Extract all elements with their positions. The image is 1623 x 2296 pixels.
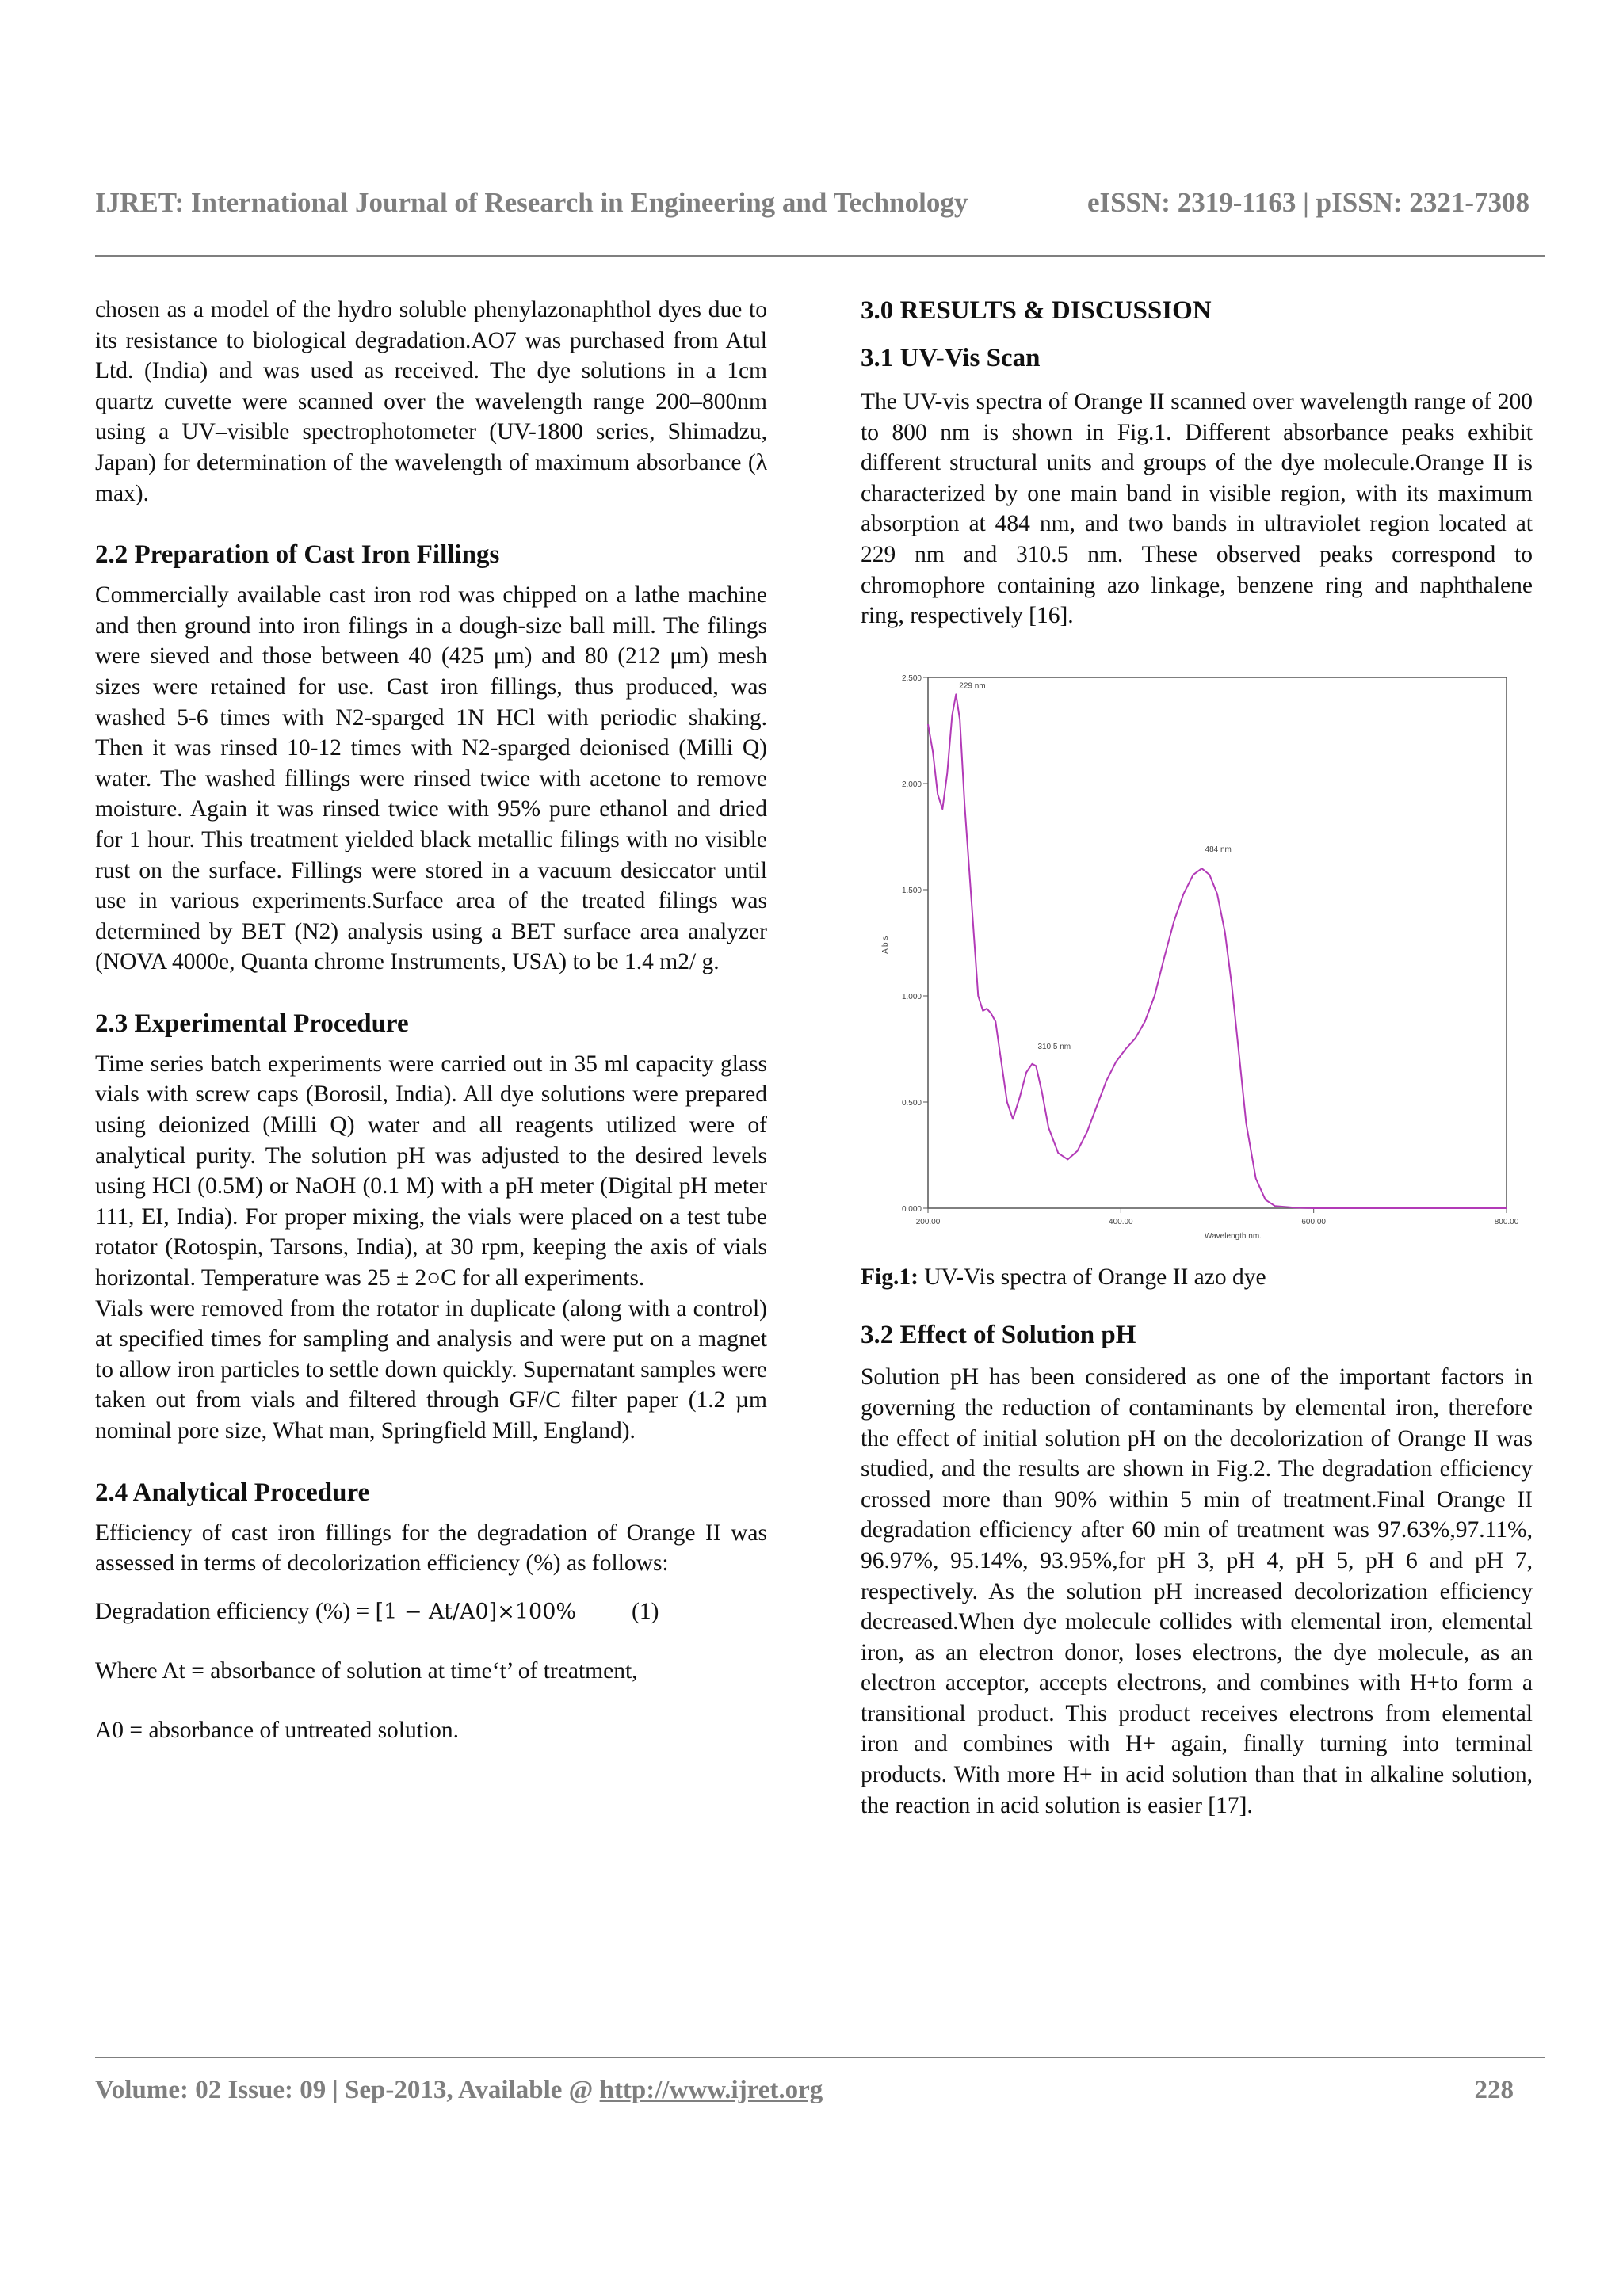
issn-info: eISSN: 2319-1163 | pISSN: 2321-7308: [1086, 187, 1529, 218]
volume-info: [95, 2076, 823, 2105]
section-2-3-paragraph-1: Time series batch experiments were carried out in 35 ml capacity glass vials with screw caps (Borosil, India). All dye solutions were prepared using deionized (Milli Q) water and all reagents utilized were of analytical purity. The solution pH was adjusted to the desired levels using HCl (0.5M) or NaOH (0.1 M) with a pH meter (Digital pH meter 111, EI, India). For proper mixing, the vials were placed on a test tube rotator (Rotospin, Tarsons, India), at 30 rpm, keeping the axis of vials horizontal. Temperature was 25 ± 2○C for all experiments.: [95, 1051, 767, 1291]
y-tick-label: 2.000: [901, 780, 922, 789]
y-tick-label: 1.000: [901, 992, 922, 1001]
y-tick-label: 0.000: [901, 1204, 922, 1214]
footer-divider: [95, 2057, 1545, 2058]
section-2-2-paragraph: Commercially available cast iron rod was chipped on a lathe machine and then ground into iron filings in a dough-size ball mill. The filings were sieved and those between 40 (425 μm) and 80 (212 μm) mesh sizes were retained for use. Cast iron fillings, thus produced, was washed 5-6 times with N2-sparged 1N HCl with periodic shaking. Then it was rinsed 10-12 times with N2-sparged deionised (Milli Q) water. The washed fillings were rinsed twice with acetone to remove moisture. Again it was rinsed twice with 95% pure ethanol and dried for 1 hour. This treatment yielded black metallic filings with no visible rust on the surface. Fillings were stored in a vacuum desiccator until use in various experiments.Surface area of the treated filings was determined by BET (N2) analysis using a BET surface area analyzer (NOVA 4000e, Quanta chrome Instruments, USA) to be 1.4 m2/ g.: [95, 582, 767, 975]
uv-vis-figure: [861, 660, 1533, 1262]
section-3-1-paragraph: The UV-vis spectra of Orange II scanned over wavelength range of 200 to 800 nm is shown in Fig.1. Different absorbance peaks exhibit different structural units and groups of the dye molecule.Orange II is characterized by one main band in visible region, with its maximum absorption at 484 nm, and two bands in ultraviolet region located at 229 nm and 310.5 nm. These observed peaks correspond to chromophore containing azo linkage, benzene ring and naphthalene ring, respectively [16].: [861, 389, 1533, 629]
peak-annotation: 484 nm: [1205, 845, 1232, 854]
right-column: [861, 295, 1533, 1821]
intro-paragraph: chosen as a model of the hydro soluble phenylazonaphthol dyes due to its resistance to biological degradation.AO7 was purchased from Atul Ltd. (India) and was used as received. The dye solutions in a 1cm quartz cuvette were scanned over the wavelength range 200–800nm using a UV–visible spectrophotometer (UV-1800 series, Shimadzu, Japan) for determination of the wavelength of maximum absorbance (λ max).: [95, 297, 767, 506]
x-tick-label: 600.00: [1301, 1217, 1326, 1226]
where-a0-text: A0 = absorbance of untreated solution.: [95, 1717, 460, 1743]
section-2-4-heading: 2.4 Analytical Procedure: [95, 1478, 370, 1507]
figure-1-caption: [861, 1262, 1533, 1293]
x-tick-label: 200.00: [915, 1217, 941, 1226]
equation-formula: [1 − At/A0]×100%: [375, 1599, 577, 1624]
y-tick-label: 2.500: [901, 673, 922, 683]
where-at-text: Where At = absorbance of solution at time‘t’ of treatment,: [95, 1658, 638, 1684]
equation-label: Degradation efficiency (%) =: [95, 1598, 376, 1624]
x-tick-label: 400.00: [1109, 1217, 1133, 1226]
y-tick-label: 0.500: [901, 1098, 922, 1108]
y-tick-label: 1.500: [901, 886, 922, 895]
y-axis-label: A b s .: [881, 931, 890, 954]
journal-name: IJRET: International Journal of Research in Engineering and Technology: [95, 187, 968, 218]
section-3-0-heading: 3.0 RESULTS & DISCUSSION: [861, 296, 1212, 325]
section-3-1-heading: 3.1 UV-Vis Scan: [861, 344, 1041, 372]
section-2-2-heading: 2.2 Preparation of Cast Iron Fillings: [95, 540, 500, 570]
peak-annotation: 310.5 nm: [1037, 1042, 1071, 1051]
peak-annotation: 229 nm: [959, 681, 986, 691]
figure-1-caption-text: UV-Vis spectra of Orange II azo dye: [918, 1264, 1266, 1290]
header-divider: [95, 255, 1545, 257]
spectrum-line: [928, 694, 1507, 1208]
journal-link[interactable]: http://www.ijret.org: [599, 2076, 823, 2104]
page-number: 228: [1474, 2076, 1514, 2104]
running-header: [95, 187, 1529, 219]
section-2-4-paragraph: Efficiency of cast iron fillings for the degradation of Orange II was assessed in terms of decolorization efficiency (%) as follows:: [95, 1520, 767, 1577]
section-3-2-paragraph: Solution pH has been considered as one of the important factors in governing the reduction of contaminants by elemental iron, therefore the effect of initial solution pH on the decolorization of Orange II was studied, and the results are shown in Fig.2. The degradation efficiency crossed more than 90% within 5 min of treatment.Final Orange II degradation efficiency after 60 min of treatment was 97.63%,97.11%, 96.97%, 95.14%, 93.95%,for pH 3, pH 4, pH 5, pH 6 and pH 7, respectively. As the solution pH increased decolorization efficiency decreased.When dye molecule collides with elemental iron, elemental iron, as an electron donor, loses electrons, the dye molecule, as an electron acceptor, accepts electrons, and combines with H+to form a transitional product. This product receives electrons from elemental iron and combines with H+ again, finally turning into terminal products. With more H+ in acid solution than that in alkaline solution, the reaction in acid solution is easier [17].: [861, 1364, 1533, 1818]
volume-text: Volume: 02 Issue: 09 | Sep-2013, Available @: [95, 2076, 600, 2104]
equation-number: (1): [632, 1598, 659, 1624]
running-footer: [95, 2076, 1514, 2105]
section-2-3-paragraph-2: Vials were removed from the rotator in duplicate (along with a control) at specified times for sampling and analysis and were put on a magnet to allow iron particles to settle down quickly. Supernatant samples were taken out from vials and filtered through GF/C filter paper (1.2 µm nominal pore size, What man, Springfield Mill, England).: [95, 1295, 767, 1444]
plot-frame: [928, 677, 1507, 1208]
x-tick-label: 800.00: [1494, 1217, 1519, 1226]
left-column: [95, 295, 767, 1746]
x-axis-label: Wavelength nm.: [1205, 1231, 1262, 1241]
equation-1: [95, 1596, 767, 1628]
section-2-3-heading: 2.3 Experimental Procedure: [95, 1009, 409, 1038]
uv-vis-chart: [861, 660, 1533, 1262]
figure-1-label: Fig.1:: [861, 1264, 918, 1290]
section-3-2-heading: 3.2 Effect of Solution pH: [861, 1321, 1136, 1350]
